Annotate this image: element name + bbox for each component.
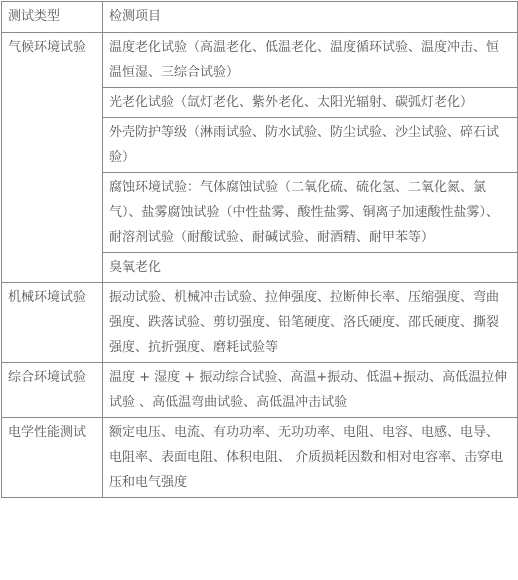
test-item-cell: 外壳防护等级（淋雨试验、防水试验、防尘试验、沙尘试验、碎石试验）: [103, 118, 518, 173]
test-item-cell: 温度 + 湿度 + 振动综合试验、高温+振动、低温+振动、高低温拉伸试验 、高低温弯曲试验、高低温冲击试验: [103, 363, 518, 418]
table-row: [2, 418, 518, 498]
test-item-cell: 臭氧老化: [103, 253, 518, 283]
test-item-cell: 振动试验、机械冲击试验、拉伸强度、拉断伸长率、压缩强度、弯曲强度、跌落试验、剪切强度、铅笔硬度、洛氏硬度、邵氏硬度、撕裂强度、抗折强度、磨耗试验等: [103, 283, 518, 363]
test-type-cell: 机械环境试验: [2, 283, 103, 363]
test-item-cell: 光老化试验（氙灯老化、紫外老化、太阳光辐射、碳弧灯老化）: [103, 88, 518, 118]
test-type-cell: 综合环境试验: [2, 363, 103, 418]
test-item-cell: 额定电压、电流、有功功率、无功功率、电阻、电容、电感、电导、电阻率、表面电阻、体积电阻、 介质损耗因数和相对电容率、击穿电压和电气强度: [103, 418, 518, 498]
test-type-cell: 气候环境试验: [2, 33, 103, 283]
test-type-cell: 电学性能测试: [2, 418, 103, 498]
header-test-type: 测试类型: [2, 2, 103, 33]
table-row: [2, 33, 518, 88]
test-item-cell: 腐蚀环境试验：气体腐蚀试验（二氧化硫、硫化氢、二氧化氮、氯气）、盐雾腐蚀试验（中性盐雾、酸性盐雾、铜离子加速酸性盐雾）、耐溶剂试验（耐酸试验、耐碱试验、耐酒精、耐甲苯等）: [103, 173, 518, 253]
test-item-cell: 温度老化试验（高温老化、低温老化、温度循环试验、温度冲击、恒温恒湿、三综合试验）: [103, 33, 518, 88]
header-test-items: 检测项目: [103, 2, 518, 33]
table-row: [2, 283, 518, 363]
test-items-table: [1, 1, 518, 498]
table-row: [2, 363, 518, 418]
header-row: [2, 2, 518, 33]
